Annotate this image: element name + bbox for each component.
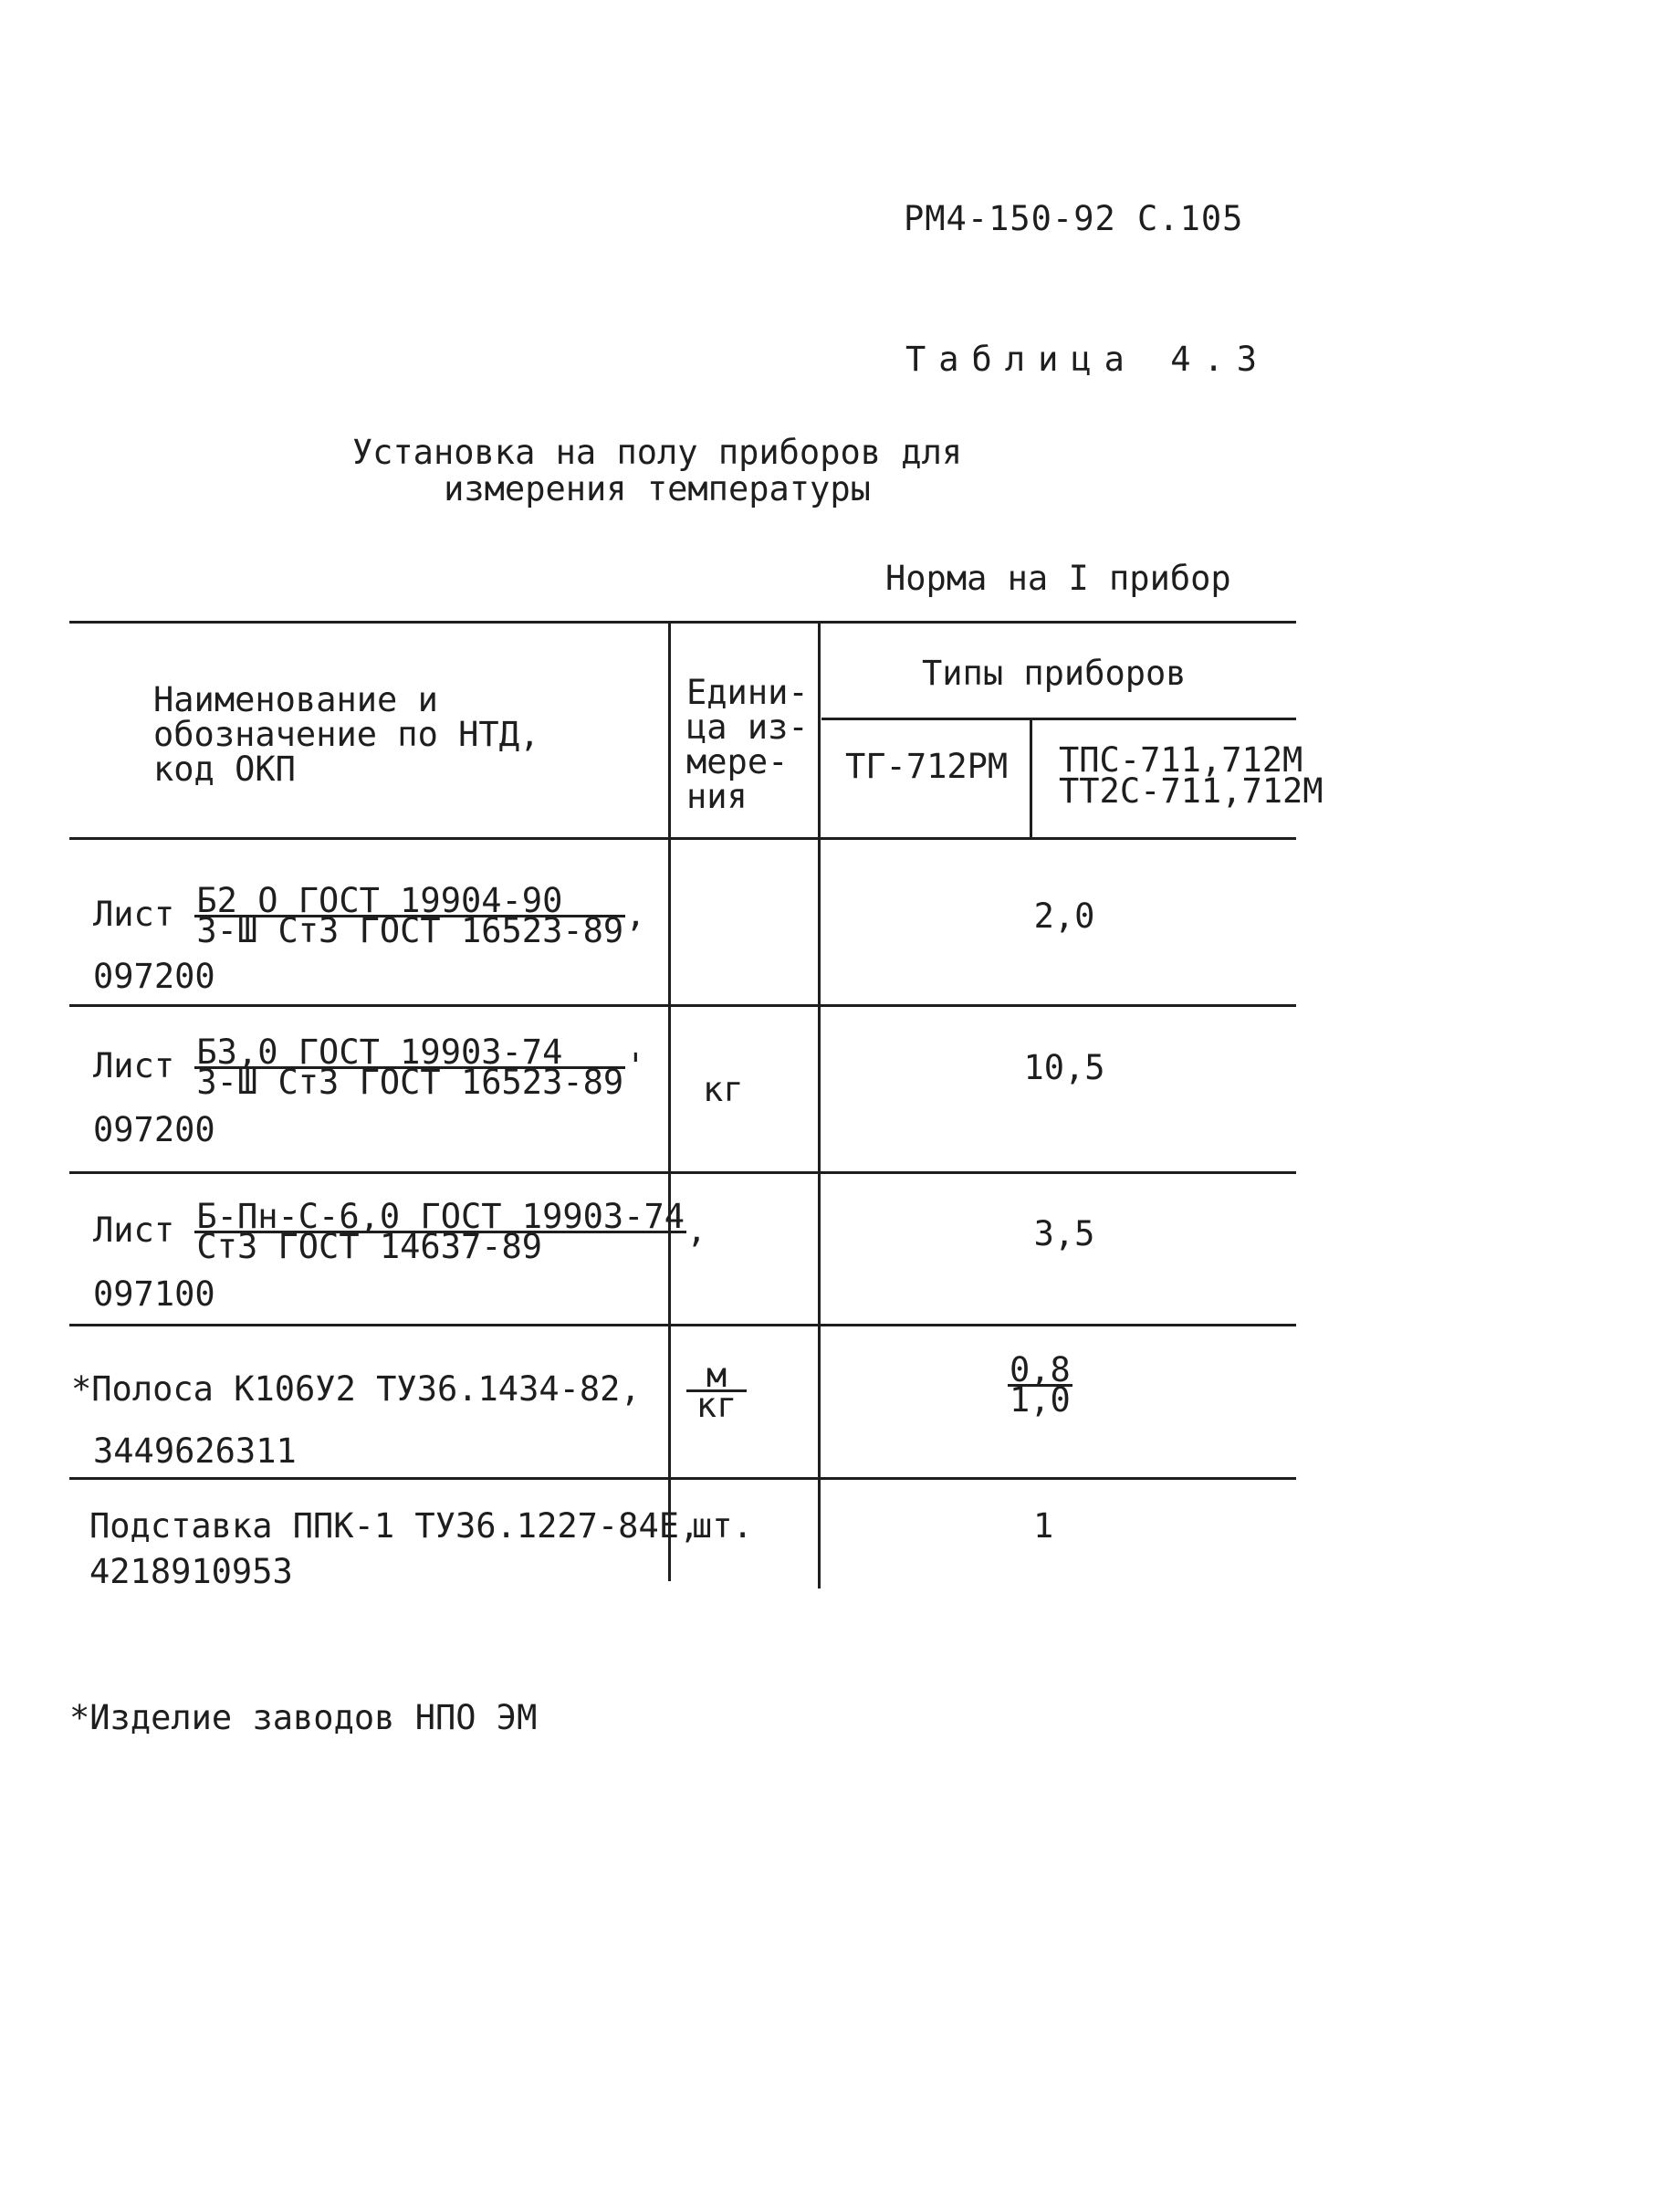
type-columns-divider <box>1030 718 1032 838</box>
fraction-numerator: м <box>686 1362 747 1392</box>
okp-code: 097100 <box>93 1274 215 1314</box>
fraction-denominator: кг <box>696 1386 738 1425</box>
unit-value-divider <box>818 621 821 1588</box>
header-bottom-border <box>69 837 1296 840</box>
fraction-denominator: 1,0 <box>1010 1380 1071 1420</box>
okp-code: 4218910953 <box>89 1552 293 1591</box>
row-prefix: Лист <box>93 895 175 934</box>
material-fraction <box>194 881 625 950</box>
norm-value <box>1008 1350 1072 1420</box>
row-suffix: ' <box>625 1046 646 1085</box>
row-unit <box>686 1356 747 1425</box>
okp-code: 097200 <box>93 1110 215 1149</box>
fraction-numerator: Б3,0 ГОСТ 19903-74 <box>194 1039 625 1069</box>
fraction-denominator: Ст3 ГОСТ 14637-89 <box>196 1227 543 1266</box>
value-fraction <box>1008 1350 1072 1420</box>
unit-fraction <box>686 1356 747 1425</box>
header-type-2: ТПС-711,712М ТТ2С-711,712М <box>1059 740 1324 811</box>
table-top-border <box>69 621 1296 624</box>
table-number: Таблица 4.3 <box>905 340 1271 379</box>
row2-divider <box>69 1171 1296 1174</box>
fraction-numerator: Б2 О ГОСТ 19904-90 <box>194 887 625 917</box>
fraction-denominator: 3-Ш Ст3 ГОСТ 16523-89 <box>196 911 624 950</box>
table-title: Установка на полу приборов для измерения температуры <box>351 433 963 508</box>
document-code: РМ4-150-92 С.105 <box>904 199 1244 238</box>
row-suffix: , <box>625 895 646 934</box>
row3-divider <box>69 1324 1296 1326</box>
footnote: *Изделие заводов НПО ЭМ <box>69 1698 538 1737</box>
okp-code: 3449626311 <box>93 1431 297 1471</box>
row-unit: шт. <box>692 1506 753 1546</box>
row-suffix: , <box>686 1211 707 1250</box>
norm-value: 1 <box>1033 1506 1054 1546</box>
norm-value: 3,5 <box>1033 1214 1095 1253</box>
shared-unit: кг <box>703 1070 744 1109</box>
norm-value: 10,5 <box>1023 1048 1105 1087</box>
row-name: *Полоса К106У2 ТУ36.1434-82, <box>71 1369 641 1409</box>
norm-note: Норма на I прибор <box>885 559 1231 598</box>
header-device-types: Типы приборов <box>922 654 1187 693</box>
row-name: Подставка ППК-1 ТУ36.1227-84Е, <box>89 1506 700 1546</box>
fraction-denominator: 3-Ш Ст3 ГОСТ 16523-89 <box>196 1063 624 1102</box>
norm-value: 2,0 <box>1033 896 1095 936</box>
row1-divider <box>69 1004 1296 1007</box>
okp-code: 097200 <box>93 957 215 996</box>
header-name-column: Наименование и обозначение по НТД, код ОКП <box>153 680 540 789</box>
row-prefix: Лист <box>93 1211 175 1250</box>
fraction-numerator: 0,8 <box>1010 1350 1071 1389</box>
table-row <box>93 1197 707 1266</box>
name-unit-divider <box>668 621 671 1581</box>
table-row <box>93 1033 646 1102</box>
row-prefix: Лист <box>93 1046 175 1085</box>
table-row <box>93 881 646 950</box>
types-header-divider <box>821 718 1296 720</box>
header-type-1: ТГ-712РМ <box>845 747 1009 786</box>
material-fraction <box>194 1033 625 1102</box>
material-fraction <box>194 1197 686 1266</box>
header-unit-column: Едини- ца из- мере- ния <box>686 673 809 816</box>
fraction-numerator: Б-Пн-С-6,0 ГОСТ 19903-74 <box>196 1197 685 1236</box>
row4-divider <box>69 1477 1296 1480</box>
